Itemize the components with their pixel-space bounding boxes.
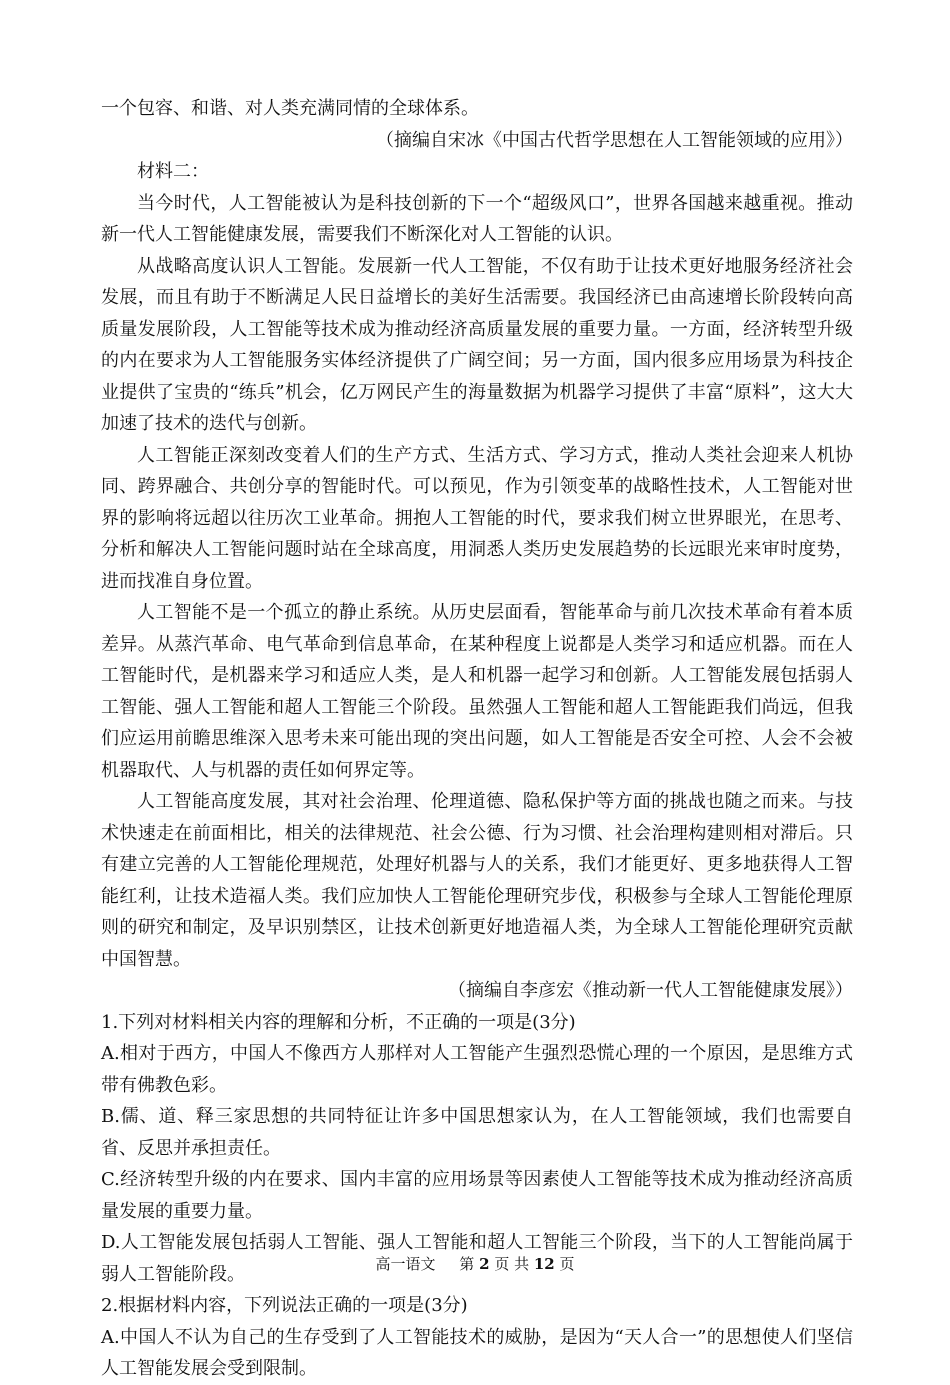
- question-2-option-a: A.中国人不认为自己的生存受到了人工智能技术的威胁，是因为“天人合一”的思想使人们坚信人工智能发展会受到限制。: [101, 1326, 853, 1379]
- question-1-option-c: C.经济转型升级的内在要求、国内丰富的应用场景等因素使人工智能等技术成为推动经济高质量发展的重要力量。: [101, 1169, 853, 1222]
- question-1-option-d: D.人工智能发展包括弱人工智能、强人工智能和超人工智能三个阶段，当下的人工智能尚属于弱人工智能阶段。: [101, 1232, 853, 1285]
- footer-page-prefix: 第: [459, 1255, 475, 1273]
- paragraph-3: 人工智能正深刻改变着人们的生产方式、生活方式、学习方式，推动人类社会迎来人机协同、跨界融合、共创分享的智能时代。可以预见，作为引领变革的战略性技术，人工智能对世界的影响将远超以往历次工业革命。拥抱人工智能的时代，要求我们树立世界眼光，在思考、分析和解决人工智能问题时站在全球高度，用洞悉人类历史发展趋势的长远眼光来审时度势，进而找准自身位置。: [101, 444, 853, 592]
- footer-page-middle: 页 共: [494, 1255, 530, 1273]
- footer-subject: 高一语文: [375, 1255, 436, 1273]
- paragraph-5: 人工智能高度发展，其对社会治理、伦理道德、隐私保护等方面的挑战也随之而来。与技术快速走在前面相比，相关的法律规范、社会公德、行为习惯、社会治理构建则相对滞后。只有建立完善的人工智能伦理规范，处理好机器与人的关系，我们才能更好、更多地获得人工智能红利，让技术造福人类。我们应加快人工智能伦理研究步伐，积极参与全球人工智能伦理原则的研究和制定，及早识别禁区，让技术创新更好地造福人类，为全球人工智能伦理研究贡献中国智慧。: [101, 791, 853, 970]
- footer-page-suffix: 页: [559, 1255, 575, 1273]
- source-citation-2: （摘编自李彦宏《推动新一代人工智能健康发展》）: [448, 980, 853, 1001]
- paragraph-4: 人工智能不是一个孤立的静止系统。从历史层面看，智能革命与前几次技术革命有着本质差异。从蒸汽革命、电气革命到信息革命，在某种程度上说都是人类学习和适应机器。而在人工智能时代，是机器来学习和适应人类，是人和机器一起学习和创新。人工智能发展包括弱人工智能、强人工智能和超人工智能三个阶段。虽然强人工智能和超人工智能距我们尚远，但我们应运用前瞻思维深入思考未来可能出现的突出问题，如人工智能是否安全可控、人会不会被机器取代、人与机器的责任如何界定等。: [101, 602, 853, 781]
- question-1-stem: 1.下列对材料相关内容的理解和分析，不正确的一项是(3分): [101, 1011, 576, 1033]
- footer-page-number: 2: [479, 1255, 490, 1273]
- question-1-option-b: B.儒、道、释三家思想的共同特征让许多中国思想家认为，在人工智能领域，我们也需要自省、反思并承担责任。: [101, 1106, 853, 1159]
- source-citation-1: （摘编自宋冰《中国古代哲学思想在人工智能领域的应用》）: [376, 129, 853, 151]
- exam-page-content: [101, 93, 853, 1385]
- footer-total-pages: 12: [533, 1255, 555, 1273]
- question-2-stem: 2.根据材料内容，下列说法正确的一项是(3分): [101, 1295, 468, 1316]
- paragraph-2: 从战略高度认识人工智能。发展新一代人工智能，不仅有助于让技术更好地服务经济社会发展，而且有助于不断满足人民日益增长的美好生活需要。我国经济已由高速增长阶段转向高质量发展阶段，人工智能等技术成为推动经济高质量发展的重要力量。一方面，经济转型升级的内在要求为人工智能服务实体经济提供了广阔空间；另一方面，国内很多应用场景为科技企业提供了宝贵的“练兵”机会，亿万网民产生的海量数据为机器学习提供了丰富“原料”，这大大加速了技术的迭代与创新。: [101, 255, 853, 434]
- intro-line: 一个包容、和谐、对人类充满同情的全球体系。: [101, 98, 479, 119]
- question-1-option-a: A.相对于西方，中国人不像西方人那样对人工智能产生强烈恐慌心理的一个原因，是思维方式带有佛教色彩。: [101, 1043, 853, 1096]
- material-2-heading: 材料二：: [137, 161, 209, 182]
- paragraph-1: 当今时代，人工智能被认为是科技创新的下一个“超级风口”，世界各国越来越重视。推动新一代人工智能健康发展，需要我们不断深化对人工智能的认识。: [101, 192, 853, 245]
- page-footer: [0, 1254, 950, 1274]
